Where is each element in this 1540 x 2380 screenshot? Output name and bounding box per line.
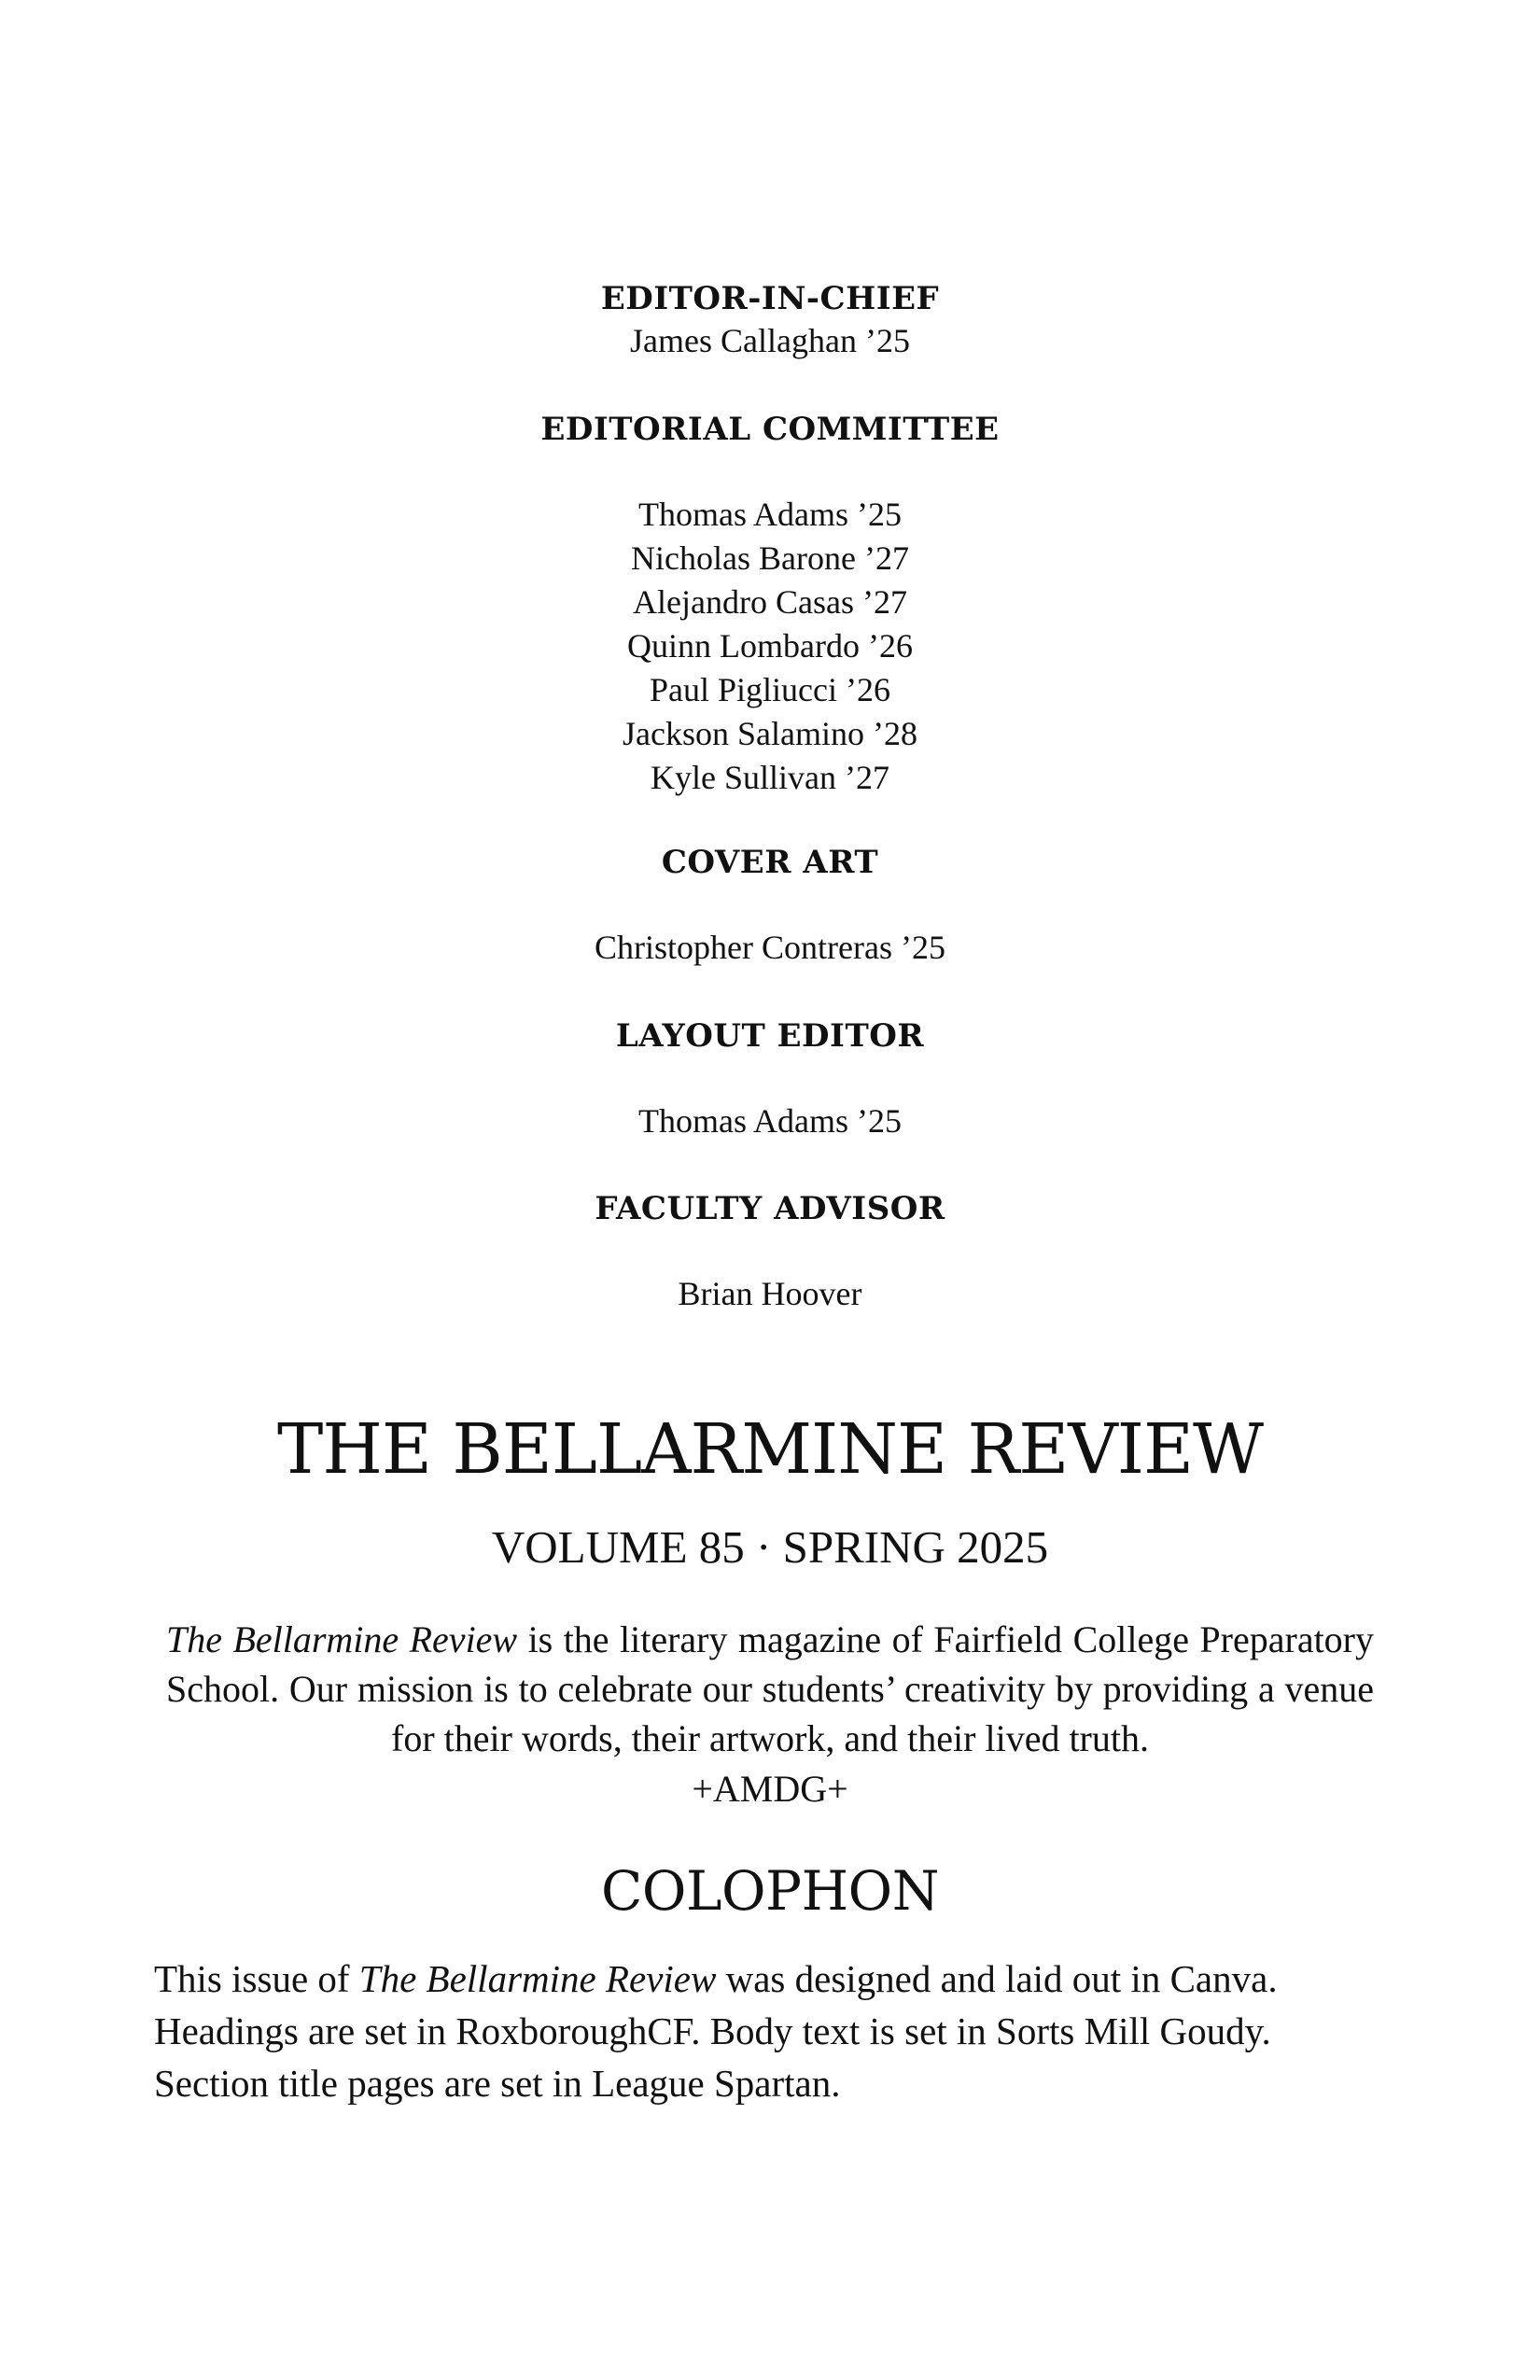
cover-art-credit xyxy=(0,926,1540,970)
publication-title-block xyxy=(0,1407,1540,1491)
committee-member: Nicholas Barone ’27 xyxy=(631,539,909,577)
layout-editor-section xyxy=(0,1015,1540,1057)
editor-in-chief-heading: EDITOR-IN-CHIEF xyxy=(600,280,940,317)
mission-magazine-title: The Bellarmine Review xyxy=(166,1618,518,1660)
committee-member: Alejandro Casas ’27 xyxy=(633,583,907,621)
committee-member: Kyle Sullivan ’27 xyxy=(651,759,889,796)
mission-text: is the literary magazine of Fairfield College Preparatory School. Our mission is to celebrate our students’ creativity by providing a venue for their words, their artwork, and their lived truth. xyxy=(166,1618,1375,1759)
faculty-advisor-credit xyxy=(0,1272,1540,1316)
faculty-advisor-section xyxy=(0,1188,1540,1229)
mission-statement xyxy=(166,1615,1374,1763)
colophon-magazine-title: The Bellarmine Review xyxy=(358,1957,717,2000)
volume-block xyxy=(0,1519,1540,1575)
colophon-title: COLOPHON xyxy=(601,1859,939,1923)
publication-title: THE BELLARMINE REVIEW xyxy=(276,1409,1264,1490)
editorial-committee-section xyxy=(0,409,1540,450)
volume-line: VOLUME 85 · SPRING 2025 xyxy=(491,1521,1049,1573)
editor-in-chief-section xyxy=(0,278,1540,363)
colophon-text xyxy=(154,1953,1386,2109)
cover-art-heading: COVER ART xyxy=(661,844,879,881)
committee-member: Jackson Salamino ’28 xyxy=(623,715,917,752)
layout-editor-credit xyxy=(0,1099,1540,1143)
faculty-advisor-heading: FACULTY ADVISOR xyxy=(595,1190,945,1227)
layout-editor-heading: LAYOUT EDITOR xyxy=(615,1017,925,1055)
layout-editor-name: Thomas Adams ’25 xyxy=(638,1102,902,1140)
editorial-committee-list xyxy=(0,493,1540,800)
colophon-title-block xyxy=(0,1857,1540,1925)
committee-member: Quinn Lombardo ’26 xyxy=(627,627,913,665)
colophon-text-rest: was designed and laid out in Canva. Headings are set in RoxboroughCF. Body text is set in Sorts Mill Goudy. Section title pages are set in League Spartan. xyxy=(154,1957,1278,2105)
colophon-text-start: This issue of xyxy=(154,1957,359,2000)
editorial-committee-heading: EDITORIAL COMMITTEE xyxy=(540,411,1000,448)
committee-member: Thomas Adams ’25 xyxy=(638,496,902,533)
editor-in-chief-name: James Callaghan ’25 xyxy=(630,322,910,359)
faculty-advisor-name: Brian Hoover xyxy=(678,1275,862,1312)
cover-art-name: Christopher Contreras ’25 xyxy=(595,929,945,966)
committee-member: Paul Pigliucci ’26 xyxy=(650,671,890,708)
cover-art-section xyxy=(0,842,1540,883)
motto-block xyxy=(0,1764,1540,1813)
motto: +AMDG+ xyxy=(692,1768,848,1810)
